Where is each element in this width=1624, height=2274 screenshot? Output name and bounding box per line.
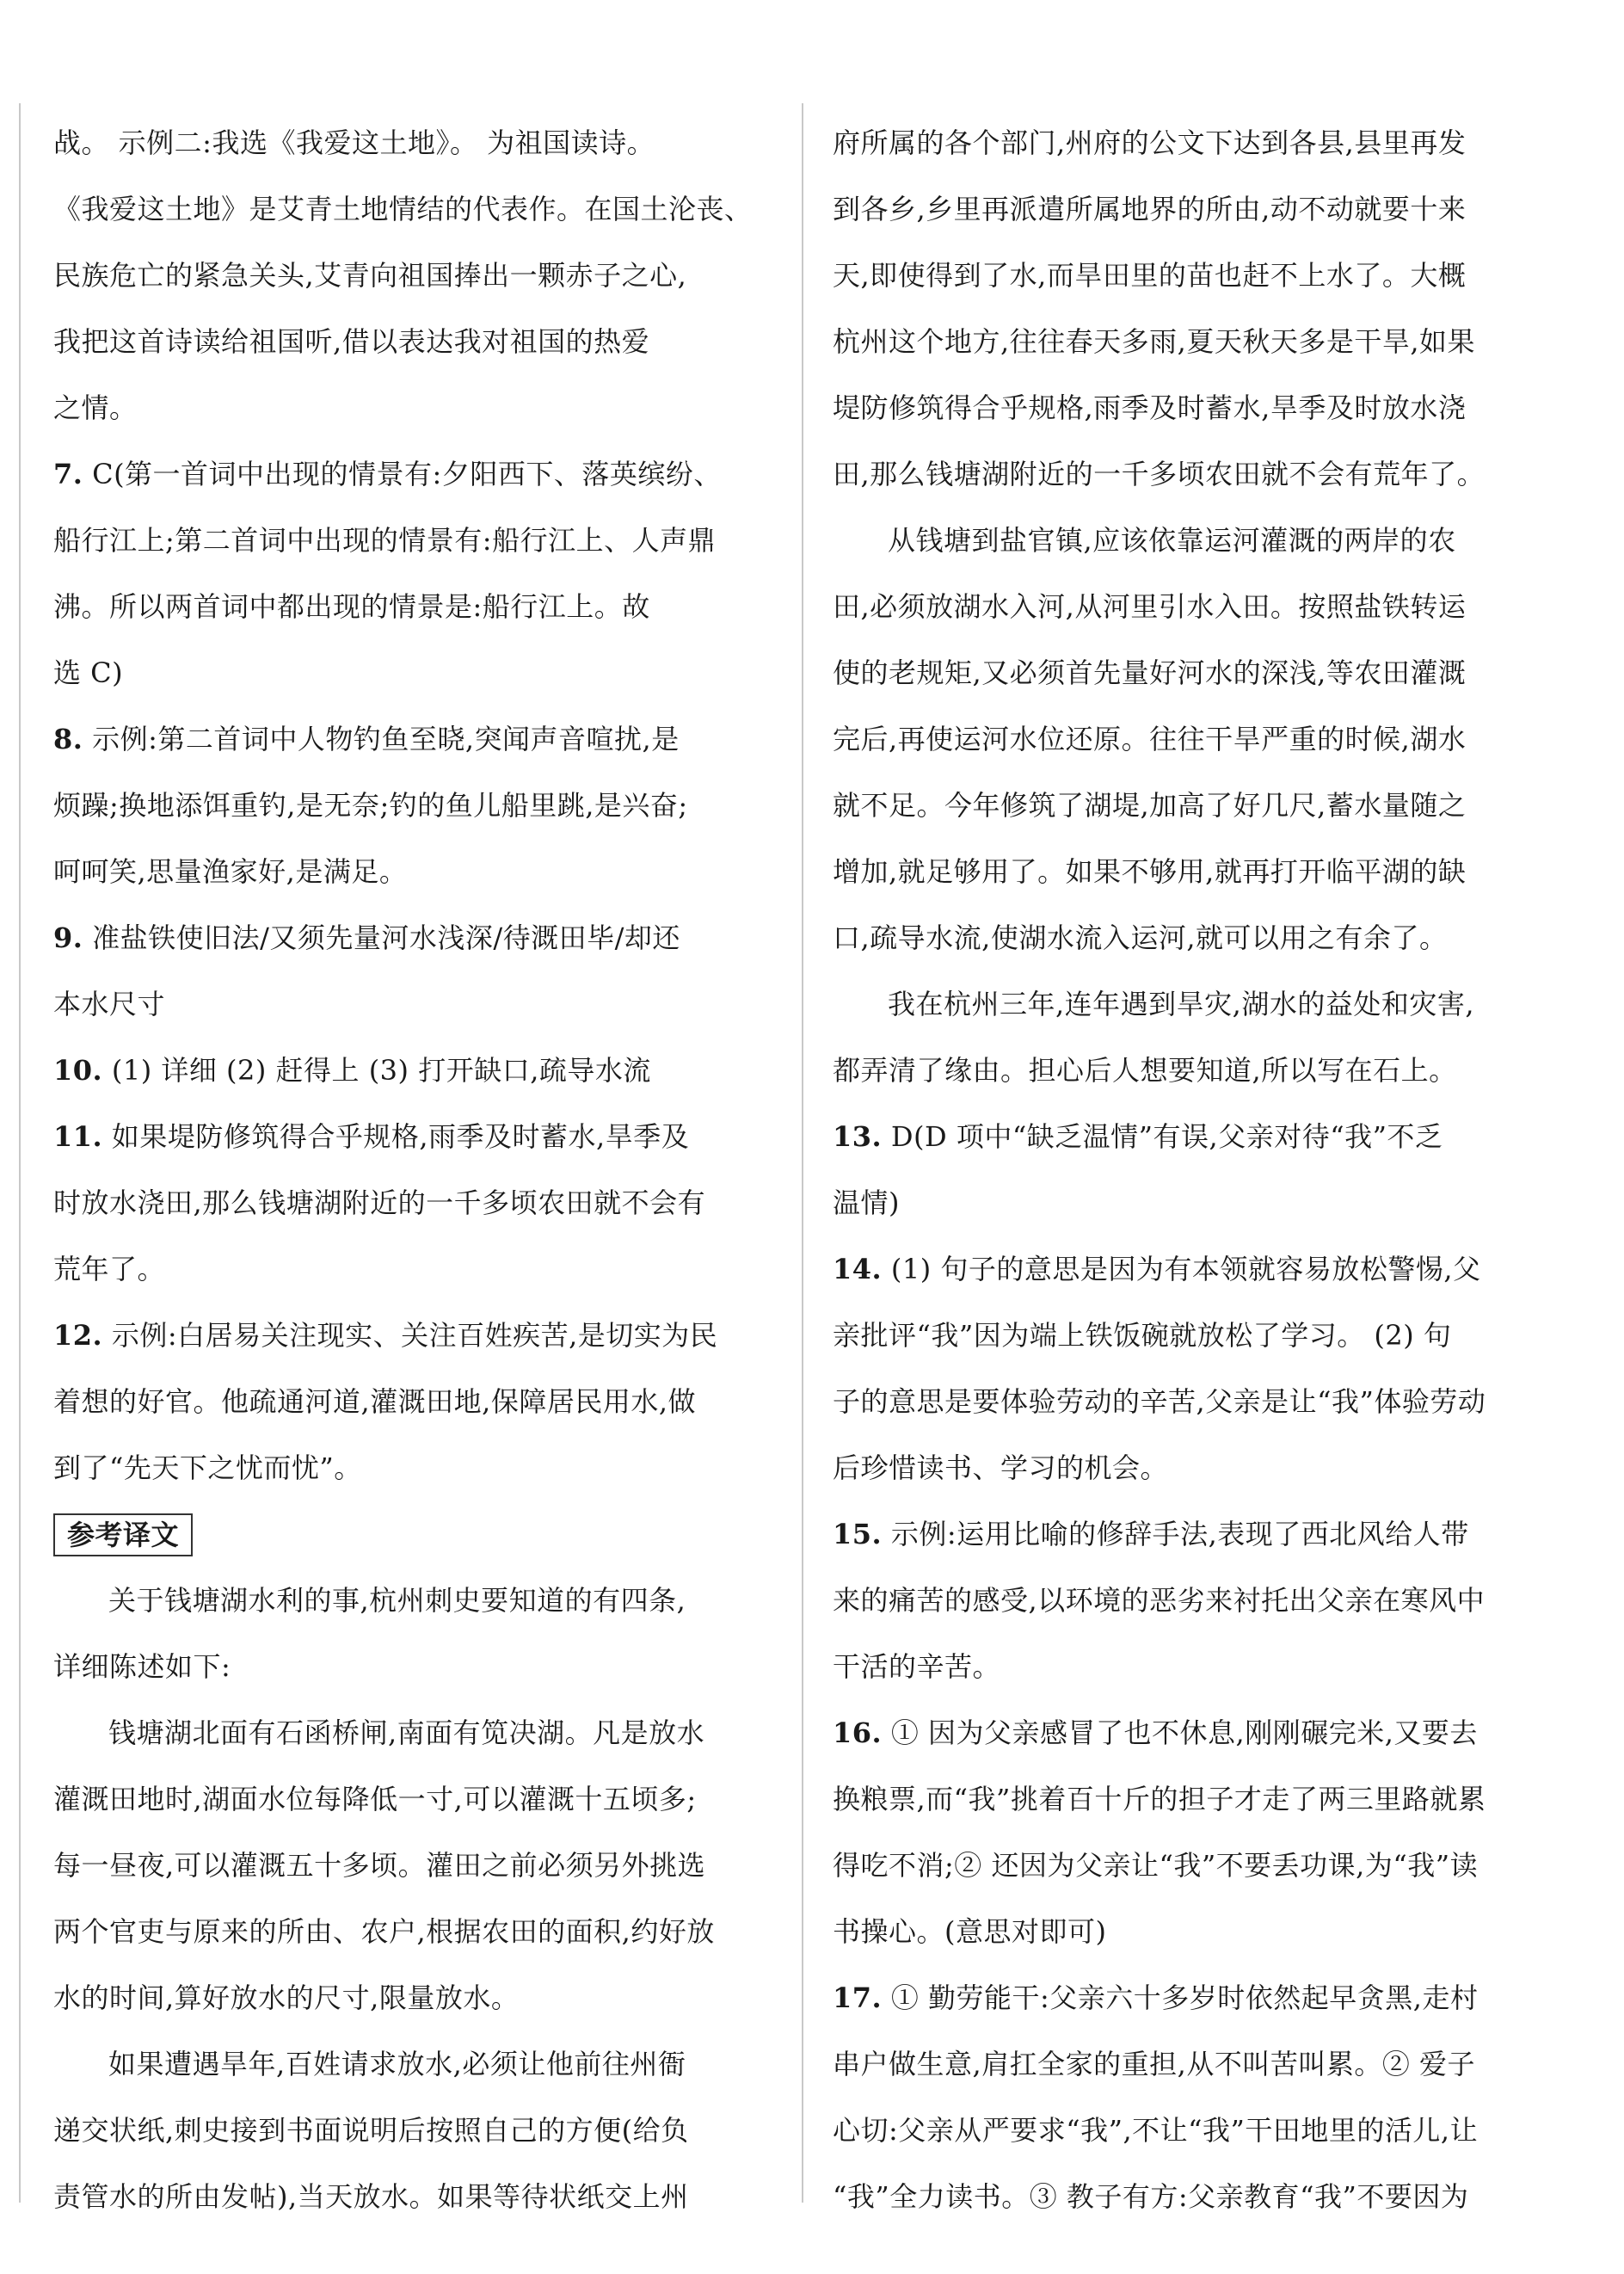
answer-text: D(D 项中“缺乏温情”有误,父亲对待“我”不乏 (890, 1120, 1443, 1153)
answer-text: 呵呵笑,思量渔家好,是满足。 (53, 855, 408, 888)
translation-line: 天,即使得到了水,而旱田里的苗也赶不上水了。大概 (833, 259, 1467, 292)
answer-15 (833, 1501, 1555, 1700)
answer-text: 换粮票,而“我”挑着百十斤的担子才走了两三里路就累 (833, 1783, 1486, 1815)
translation-line: 田,那么钱塘湖附近的一千多顷农田就不会有荒年了。 (833, 458, 1486, 490)
question-number: 15. (833, 1518, 883, 1550)
answer-9 (53, 905, 776, 1038)
translation-line: 口,疏导水流,使湖水流入运河,就可以用之有余了。 (833, 921, 1448, 954)
answer-text: 心切:父亲从严要求“我”,不让“我”干田地里的活儿,让 (833, 2114, 1479, 2147)
translation-line: 完后,再使运河水位还原。往往干旱严重的时候,湖水 (833, 723, 1467, 755)
answer-text: (1) 详细 (2) 赶得上 (3) 打开缺口,疏导水流 (111, 1054, 651, 1087)
text-line: 战。 示例二:我选《我爱这土地》。 为祖国读诗。 (53, 126, 655, 159)
answer-text: ① 勤劳能干:父亲六十多岁时依然起早贪黑,走村 (890, 1981, 1479, 2014)
question-number: 17. (833, 1981, 883, 2014)
reference-translation-heading (53, 1501, 776, 1568)
question-number: 7. (53, 458, 83, 490)
answer-text: 示例:第二首词中人物钓鱼至晓,突闻声音喧扰,是 (92, 723, 680, 755)
left-column (53, 110, 776, 2230)
question-number: 9. (53, 921, 83, 954)
answer-7 (53, 441, 776, 706)
translation-line: 钱塘湖北面有石函桥闸,南面有笕决湖。凡是放水 (108, 1716, 705, 1749)
column-divider (802, 103, 803, 2203)
translation-line: 增加,就足够用了。如果不够用,就再打开临平湖的缺 (833, 855, 1467, 888)
answer-text: 示例:白居易关注现实、关注百姓疾苦,是切实为民 (111, 1319, 718, 1352)
answer-text: 子的意思是要体验劳动的辛苦,父亲是让“我”体验劳动 (833, 1385, 1486, 1418)
translation-line: 田,必须放湖水入河,从河里引水入田。按照盐铁转运 (833, 590, 1467, 623)
answer-text: 船行江上;第二首词中出现的情景有:船行江上、人声鼎 (53, 524, 717, 557)
answer-text: 烦躁;换地添饵重钓,是无奈;钓的鱼儿船里跳,是兴奋; (53, 789, 688, 822)
right-column (833, 110, 1555, 2230)
answer-11 (53, 1104, 776, 1303)
text-line: 之情。 (53, 391, 138, 424)
answer-text: 温情) (833, 1186, 900, 1219)
answer-text: 书操心。(意思对即可) (833, 1915, 1107, 1948)
answer-text: 如果堤防修筑得合乎规格,雨季及时蓄水,旱季及 (111, 1120, 690, 1153)
answer-text: C(第一首词中出现的情景有:夕阳西下、落英缤纷、 (92, 458, 722, 490)
answer-text: 沸。所以两首词中都出现的情景是:船行江上。故 (53, 590, 650, 623)
answer-text: “我”全力读书。③ 教子有方:父亲教育“我”不要因为 (833, 2180, 1469, 2213)
answer-text: 到了“先天下之忧而忧”。 (53, 1451, 362, 1484)
text-line: 民族危亡的紧急关头,艾青向祖国捧出一颗赤子之心, (53, 259, 687, 292)
q6-continuation (53, 110, 776, 441)
answer-text: 示例:运用比喻的修辞手法,表现了西北风给人带 (890, 1518, 1469, 1550)
answer-text: 本水尺寸 (53, 988, 166, 1020)
answer-text: 后珍惜读书、学习的机会。 (833, 1451, 1169, 1484)
question-number: 10. (53, 1054, 103, 1087)
translation-paragraph (53, 1700, 776, 2031)
question-number: 13. (833, 1120, 883, 1153)
translation-line: 使的老规矩,又必须首先量好河水的深浅,等农田灌溉 (833, 656, 1467, 689)
answer-14 (833, 1236, 1555, 1501)
answer-text: ① 因为父亲感冒了也不休息,刚刚碾完米,又要去 (890, 1716, 1478, 1749)
answer-13 (833, 1104, 1555, 1236)
translation-paragraph (833, 971, 1555, 1104)
translation-line: 从钱塘到盐官镇,应该依靠运河灌溉的两岸的农 (888, 524, 1456, 557)
translation-line: 我在杭州三年,连年遇到旱灾,湖水的益处和灾害, (888, 988, 1475, 1020)
translation-line: 关于钱塘湖水利的事,杭州刺史要知道的有四条, (108, 1584, 686, 1617)
question-number: 14. (833, 1253, 883, 1285)
answer-10 (53, 1038, 776, 1104)
answer-text: 时放水浇田,那么钱塘湖附近的一千多顷农田就不会有 (53, 1186, 706, 1219)
question-number: 11. (53, 1120, 103, 1153)
translation-line: 责管水的所由发帖),当天放水。如果等待状纸交上州 (53, 2180, 689, 2213)
answer-text: 亲批评“我”因为端上铁饭碗就放松了学习。 (2) 句 (833, 1319, 1452, 1352)
answer-text: 得吃不消;② 还因为父亲让“我”不要丢功课,为“我”读 (833, 1849, 1479, 1882)
section-title-box: 参考译文 (53, 1513, 193, 1556)
answer-text: (1) 句子的意思是因为有本领就容易放松警惕,父 (890, 1253, 1481, 1285)
translation-paragraph (833, 110, 1555, 508)
answer-text: 串户做生意,肩扛全家的重担,从不叫苦叫累。② 爱子 (833, 2048, 1476, 2080)
answer-8 (53, 706, 776, 905)
translation-paragraph (53, 2031, 776, 2230)
answer-12 (53, 1303, 776, 1501)
text-line: 《我爱这土地》是艾青土地情结的代表作。在国土沦丧、 (53, 193, 753, 225)
translation-line: 都弄清了缘由。担心后人想要知道,所以写在石上。 (833, 1054, 1457, 1087)
answer-text: 选 C) (53, 656, 124, 689)
translation-line: 水的时间,算好放水的尺寸,限量放水。 (53, 1981, 520, 2014)
translation-line: 到各乡,乡里再派遣所属地界的所由,动不动就要十来 (833, 193, 1467, 225)
translation-line: 府所属的各个部门,州府的公文下达到各县,县里再发 (833, 126, 1467, 159)
left-margin-rule (19, 103, 21, 2203)
translation-line: 每一昼夜,可以灌溉五十多顷。灌田之前必须另外挑选 (53, 1849, 706, 1882)
answer-17 (833, 1965, 1555, 2230)
question-number: 12. (53, 1319, 103, 1352)
translation-line: 详细陈述如下: (53, 1650, 231, 1683)
question-number: 8. (53, 723, 83, 755)
translation-paragraph (53, 1568, 776, 1700)
translation-line: 灌溉田地时,湖面水位每降低一寸,可以灌溉十五顷多; (53, 1783, 697, 1815)
answer-text: 干活的辛苦。 (833, 1650, 1001, 1683)
answer-text: 来的痛苦的感受,以环境的恶劣来衬托出父亲在寒风中 (833, 1584, 1486, 1617)
answer-16 (833, 1700, 1555, 1965)
question-number: 16. (833, 1716, 883, 1749)
answer-text: 准盐铁使旧法/又须先量河水浅深/待溉田毕/却还 (92, 921, 680, 954)
translation-paragraph (833, 508, 1555, 971)
translation-line: 两个官吏与原来的所由、农户,根据农田的面积,约好放 (53, 1915, 715, 1948)
translation-line: 堤防修筑得合乎规格,雨季及时蓄水,旱季及时放水浇 (833, 391, 1467, 424)
translation-line: 杭州这个地方,往往春天多雨,夏天秋天多是干旱,如果 (833, 325, 1476, 358)
answer-text: 荒年了。 (53, 1253, 166, 1285)
translation-line: 如果遭遇旱年,百姓请求放水,必须让他前往州衙 (108, 2048, 686, 2080)
answer-text: 着想的好官。他疏通河道,灌溉田地,保障居民用水,做 (53, 1385, 697, 1418)
translation-line: 就不足。今年修筑了湖堤,加高了好几尺,蓄水量随之 (833, 789, 1467, 822)
translation-line: 递交状纸,刺史接到书面说明后按照自己的方便(给负 (53, 2114, 689, 2147)
text-line: 我把这首诗读给祖国听,借以表达我对祖国的热爱 (53, 325, 650, 358)
